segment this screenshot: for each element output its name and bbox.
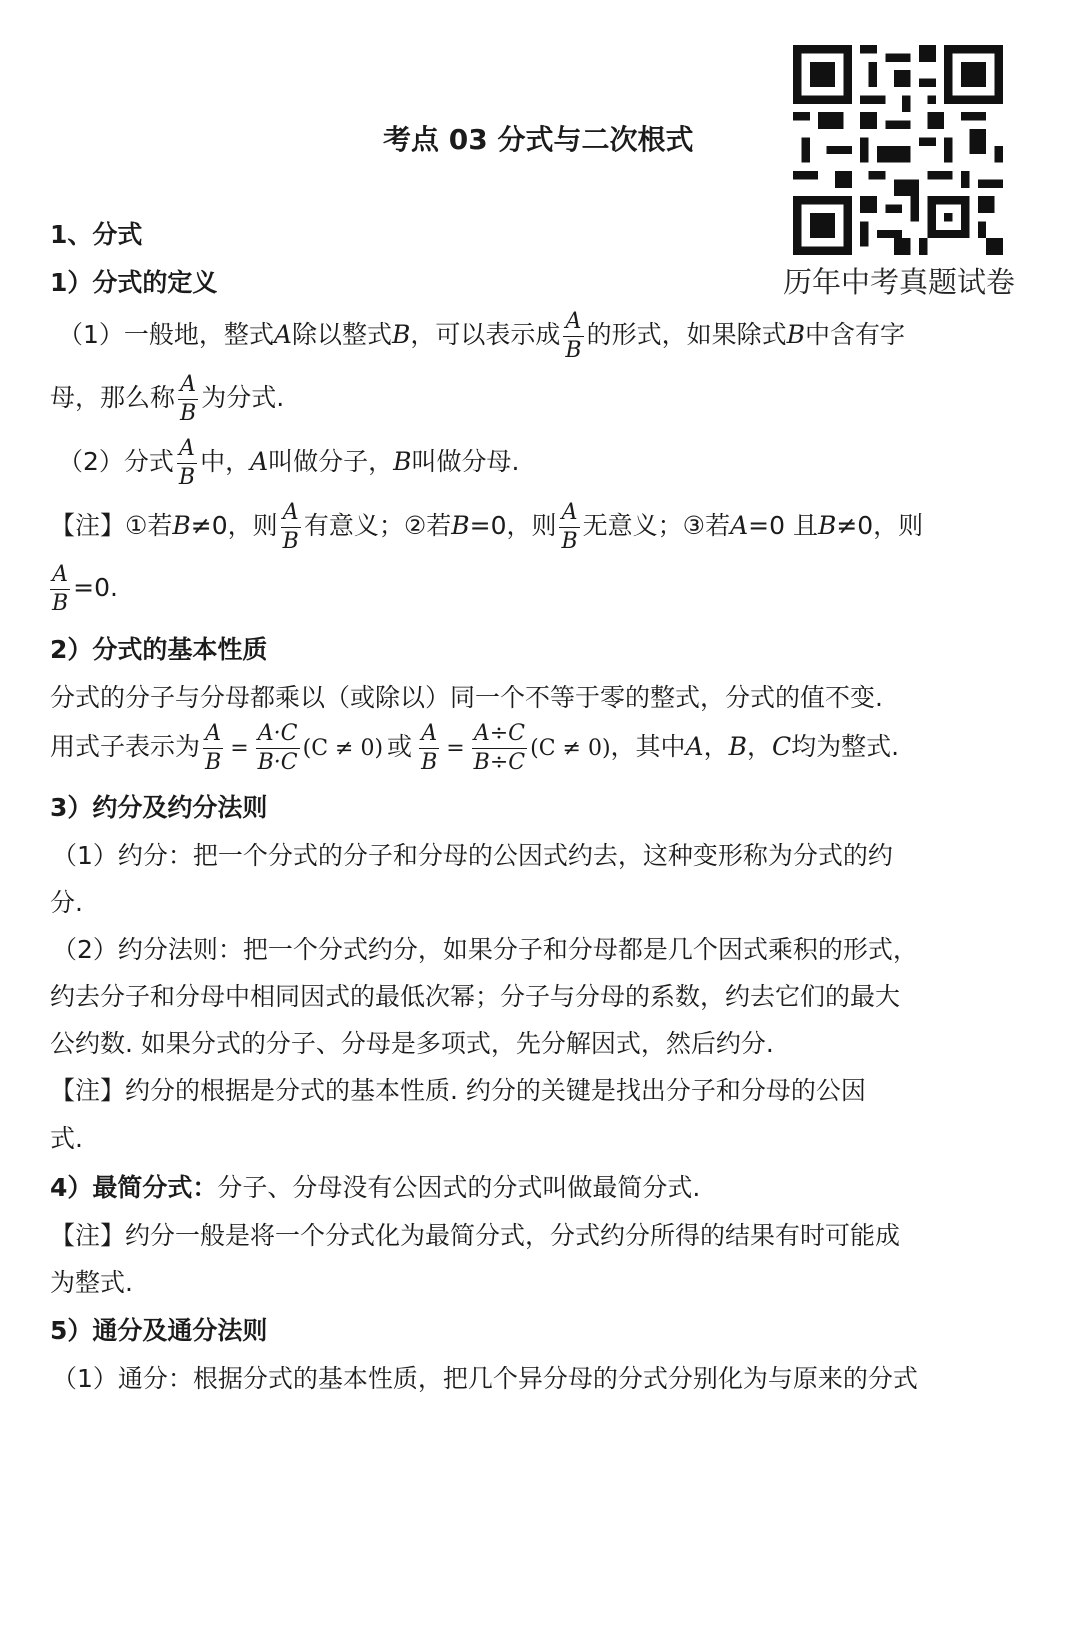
subsection-heading: 5）通分及通分法则 [50, 1316, 268, 1345]
fraction: $\frac{A}{B}$ [565, 309, 582, 363]
paragraph-line: 母，那么称 $\frac{A}{B}$ 为分式. [50, 372, 285, 426]
subsection-heading: 4）最简分式： [50, 1173, 218, 1202]
fraction: $\frac{A\cdot C}{B\cdot C}$ [257, 721, 298, 775]
paragraph-line: 约去分子和分母中相同因式的最低次幂；分子与分母的系数，约去它们的最大 [50, 982, 901, 1011]
formula-line: 用式子表示为 $\frac{A}{B}$ = $\frac{A\cdot C}{B\cdot C}$ (C ≠ 0) 或 $\frac{A}{B}$ = $\frac{A\div C}{B\div C}$ (C ≠ 0)，其中A，B，C均为整式. [50, 721, 900, 775]
section-heading: 1、分式 [50, 220, 143, 249]
note-line: 【注】①若B≠0，则 $\frac{A}{B}$ 有意义；②若B=0，则 $\frac{A}{B}$ 无意义；③若A=0 且B≠0，则 [50, 500, 924, 554]
fraction: $\frac{A}{B}$ [180, 372, 197, 426]
note-line: $\frac{A}{B}$ =0. [52, 562, 118, 616]
paragraph-line: 分式的分子与分母都乘以（或除以）同一个不等于零的整式，分式的值不变. [50, 683, 883, 712]
paragraph-line: （2）分式 $\frac{A}{B}$ 中，A叫做分子，B叫做分母. [58, 436, 520, 490]
paragraph-line: 公约数. 如果分式的分子、分母是多项式，先分解因式，然后约分. [50, 1029, 774, 1058]
page-title: 考点 03 分式与二次根式 [383, 123, 694, 156]
subsection-heading: 1）分式的定义 [50, 268, 218, 297]
paragraph-line: （2）约分法则：把一个分式约分，如果分子和分母都是几个因式乘积的形式， [52, 935, 918, 964]
paragraph-line: 4）最简分式：分子、分母没有公因式的分式叫做最简分式. [50, 1173, 701, 1202]
fraction: $\frac{A}{B}$ [52, 562, 69, 616]
fraction: $\frac{A}{B}$ [421, 721, 438, 775]
qr-caption: 历年中考真题试卷 [783, 265, 1016, 299]
note-line: 式. [50, 1124, 83, 1153]
note-line: 为整式. [50, 1268, 133, 1297]
fraction: $\frac{A}{B}$ [561, 500, 578, 554]
note-line: 【注】约分一般是将一个分式化为最简分式，分式约分所得的结果有时可能成 [50, 1221, 901, 1250]
subsection-heading: 2）分式的基本性质 [50, 635, 268, 664]
note-line: 【注】约分的根据是分式的基本性质. 约分的关键是找出分子和分母的公因 [50, 1076, 866, 1105]
subsection-heading: 3）约分及约分法则 [50, 793, 268, 822]
fraction: $\frac{A}{B}$ [282, 500, 299, 554]
paragraph-line: （1）一般地，整式A除以整式B，可以表示成 $\frac{A}{B}$ 的形式，如果除式B中含有字 [58, 309, 905, 363]
paragraph-line: （1）约分：把一个分式的分子和分母的公因式约去，这种变形称为分式的约 [52, 841, 893, 870]
fraction: $\frac{A}{B}$ [205, 721, 222, 775]
fraction: $\frac{A}{B}$ [178, 436, 196, 490]
fraction: $\frac{A\div C}{B\div C}$ [473, 721, 526, 775]
qr-code [793, 45, 1003, 255]
paragraph-line: 分. [50, 888, 83, 917]
paragraph-line: （1）通分：根据分式的基本性质，把几个异分母的分式分别化为与原来的分式 [52, 1364, 918, 1393]
